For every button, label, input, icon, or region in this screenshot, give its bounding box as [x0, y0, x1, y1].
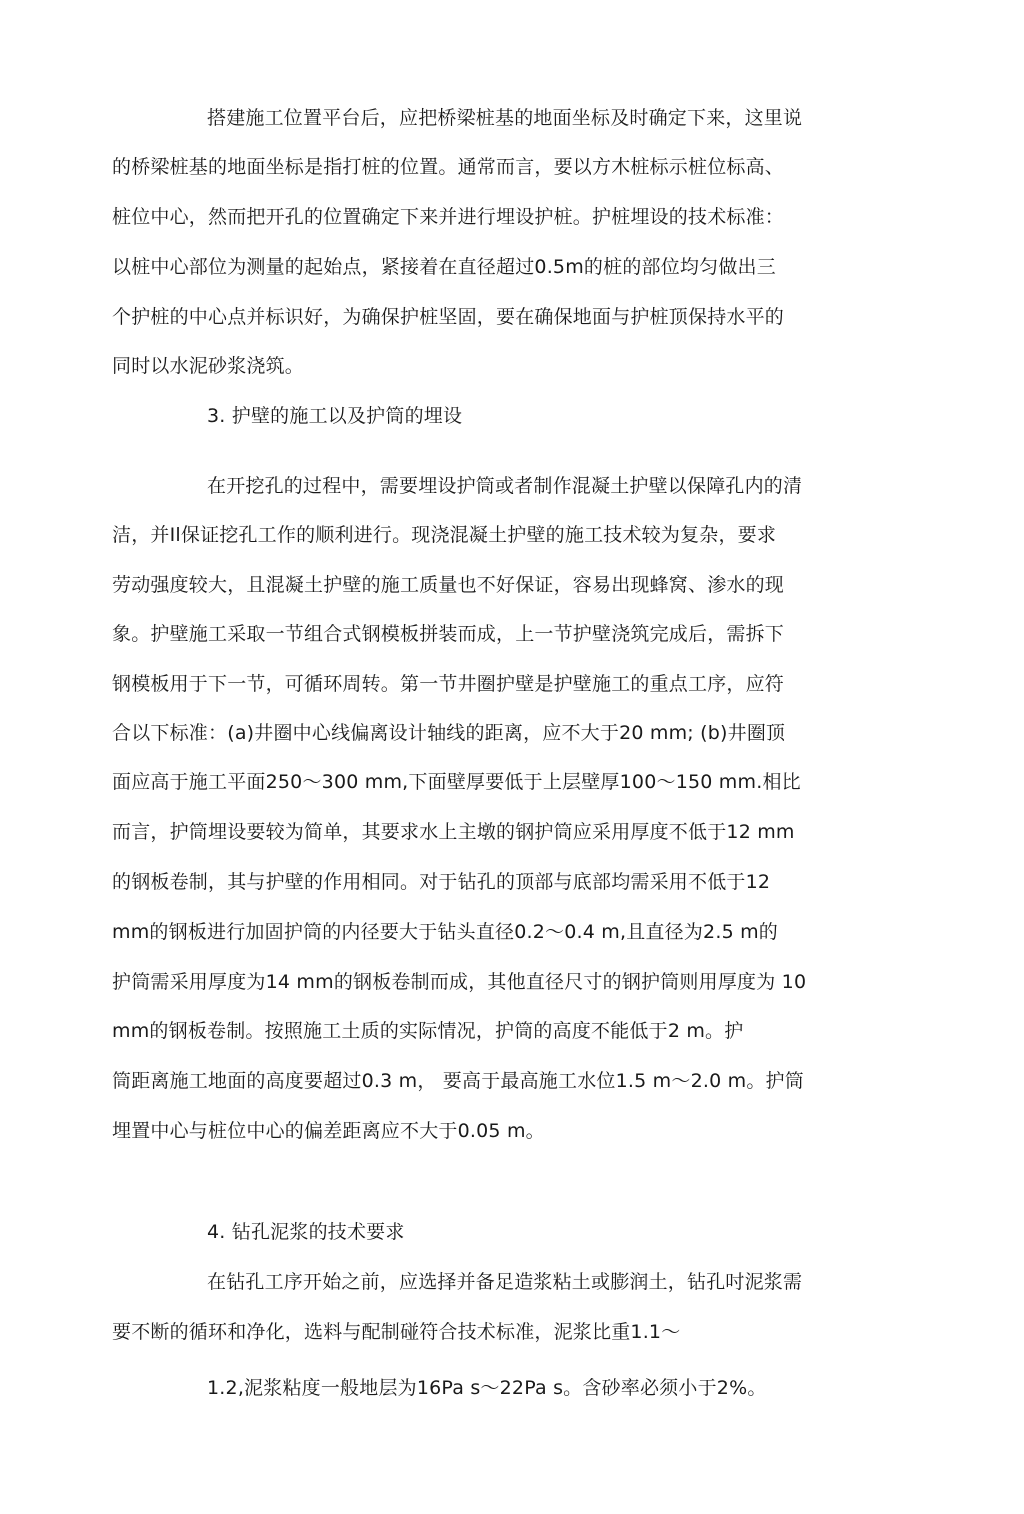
paragraph-2-line-13: 筒距离施工地面的高度要超过0.3 m， 要高于最高施工水位1.5 m～2.0 m。护筒 [112, 1070, 804, 1092]
paragraph-2-line-2: 洁，并Il保证挖孔工作的顺利进行。现浇混凝土护壁的施工技术较为复杂，要求 [112, 524, 777, 546]
paragraph-1-line-6: 同时以水泥砂浆浇筑。 [112, 355, 305, 377]
paragraph-1-line-4: 以桩中心部位为测量的起始点，紧接着在直径超过0.5m的桩的部位均匀做出三 [112, 256, 776, 278]
paragraph-2-line-4: 象。护壁施工采取一节组合式钢模板拼装而成，上一节护壁浇筑完成后，需拆下 [112, 623, 785, 645]
paragraph-1-line-1: 搭建施工位置平台后，应把桥梁桩基的地面坐标及时确定下来，这里说 [207, 107, 803, 129]
paragraph-2-line-7: 面应高于施工平面250～300 mm,下面壁厚要低于上层壁厚100～150 mm.相比 [112, 771, 801, 793]
paragraph-2-line-14: 埋置中心与桩位中心的偏差距离应不大于0.05 m。 [112, 1120, 545, 1142]
paragraph-2-line-3: 劳动强度较大，且混凝土护壁的施工质量也不好保证，容易出现蜂窝、渗水的现 [112, 574, 785, 596]
paragraph-1-line-3: 桩位中心，然而把开孔的位置确定下来并进行埋设护桩。护桩埋设的技术标准： [112, 206, 785, 228]
paragraph-1-line-2: 的桥梁桩基的地面坐标是指打桩的位置。通常而言，要以方木桩标示桩位标高、 [112, 156, 785, 178]
paragraph-2-line-10: mm的钢板进行加固护筒的内径要大于钻头直径0.2～0.4 m,且直径为2.5 m的 [112, 921, 779, 943]
paragraph-3-line-3: 1.2,泥浆粘度一般地层为16Pa s～22Pa s。含砂率必须小于2%。 [207, 1377, 767, 1399]
paragraph-1-line-5: 个护桩的中心点并标识好，为确保护桩坚固，要在确保地面与护桩顶保持水平的 [112, 306, 785, 328]
paragraph-2-line-1: 在开挖孔的过程中，需要埋设护筒或者制作混凝土护壁以保障孔内的清 [207, 475, 803, 497]
paragraph-2-line-9: 的钢板卷制，其与护壁的作用相同。对于钻孔的顶部与底部均需采用不低于12 [112, 871, 771, 893]
paragraph-3-line-1: 在钻孔工序开始之前，应选择并备足造浆粘土或膨润土，钻孔吋泥浆需 [207, 1271, 803, 1293]
paragraph-3-line-2: 要不断的循环和净化，选料与配制碰符合技术标准，泥浆比重1.1～ [112, 1321, 681, 1343]
paragraph-2-line-11: 护筒需采用厚度为14 mm的钢板卷制而成，其他直径尺寸的钢护筒则用厚度为 10 [112, 971, 807, 993]
paragraph-2-line-6: 合以下标准：(a)井圈中心线偏离设计轴线的距离，应不大于20 mm; (b)井圈顶 [112, 722, 786, 744]
paragraph-2-line-5: 钢模板用于下一节，可循环周转。第一节井圈护壁是护壁施工的重点工序，应符 [112, 673, 785, 695]
section-heading-4: 4. 钻孔泥浆的技术要求 [207, 1221, 405, 1243]
paragraph-2-line-8: 而言，护筒埋设要较为简单，其要求水上主墩的钢护筒应采用厚度不低于12 mm [112, 821, 795, 843]
paragraph-2-line-12: mm的钢板卷制。按照施工土质的实际情况，护筒的高度不能低于2 m。护 [112, 1020, 744, 1042]
section-heading-3: 3. 护壁的施工以及护筒的埋设 [207, 405, 463, 427]
